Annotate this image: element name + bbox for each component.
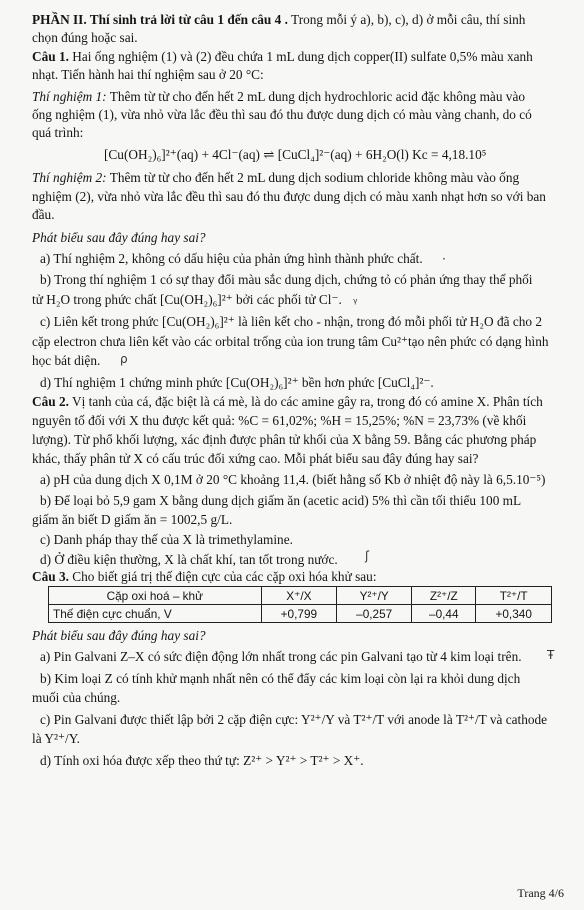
question-1-line-2: nhạt. Tiến hành hai thí nghiệm sau ở 20 °C: xyxy=(32,67,264,82)
pen-mark-icon: ᵧ xyxy=(353,292,358,306)
question-2-label: Câu 2. xyxy=(32,394,69,409)
question-2-text: Vị tanh của cá, đặc biệt là cá mè, là do các amine gây ra, trong đó có amine X. Phân tích xyxy=(68,394,543,409)
experiment-1 xyxy=(32,88,525,105)
question-1-statement-b: b) Trong thí nghiệm 1 có sự thay đổi màu sắc dung dịch, chứng tỏ có phản ứng thay thế phối xyxy=(40,272,533,287)
question-2-line-3: lượng). Từ phổ khối lượng, xác định được phân tử khối của X bằng 59. Bằng các phương pháp xyxy=(32,432,537,447)
table-cell: +0,799 xyxy=(261,605,337,623)
table-cell: +0,340 xyxy=(476,605,552,623)
experiment-1-line-3: quá trình: xyxy=(32,125,84,140)
question-2-line-2: nguyên tố đối với X thu được kết quả: %C = 61,02%; %H = 15,25%; %N = 23,73% (về khối xyxy=(32,413,527,428)
table-header-cell: Z²⁺/Z xyxy=(412,587,476,605)
table-header-cell: X⁺/X xyxy=(261,587,337,605)
pen-mark-icon: ρ xyxy=(120,352,128,366)
question-2-statement-c: c) Danh pháp thay thế của X là trimethylamine. xyxy=(40,532,293,547)
question-3-statement-b: b) Kim loại Z có tính khử mạnh nhất nên có thể đẩy các kim loại còn lại ra khỏi dung dịch xyxy=(40,671,521,686)
experiment-1-label: Thí nghiệm 1: xyxy=(32,89,107,104)
question-1-statement-c-line-2: cặp electron chưa liên kết vào các orbital trống của ion trung tâm Cu²⁺tạo nên phức có dạng hình xyxy=(32,334,549,349)
question-1-statement-a: a) Thí nghiệm 2, không có dấu hiệu của phản ứng hình thành phức chất. xyxy=(40,251,423,266)
table-row xyxy=(49,605,552,623)
question-2-statement-a: a) pH của dung dịch X 0,1M ở 20 °C khoảng 11,4. (biết hằng số Kb ở nhiệt độ này là 6,5.10⁻⁵) xyxy=(40,472,546,487)
pen-mark-icon: · xyxy=(442,252,446,266)
question-2-statement-d: d) Ở điều kiện thường, X là chất khí, tan tốt trong nước. xyxy=(40,552,338,567)
question-3-stem xyxy=(32,568,377,585)
experiment-2 xyxy=(32,169,519,186)
pen-mark-icon: ʃ xyxy=(365,549,370,563)
question-1-label: Câu 1. xyxy=(32,49,69,64)
table-header-row xyxy=(49,587,552,605)
pen-mark-icon: Ŧ xyxy=(547,648,555,662)
question-1-statement-c-line-3: học bát diện. xyxy=(32,353,101,368)
question-3-text: Cho biết giá trị thế điện cực của các cặp oxi hóa khử sau: xyxy=(68,569,377,584)
question-1-statement-d: d) Thí nghiệm 1 chứng minh phức [Cu(OH₂)₆]²⁺ bền hơn phức [CuCl₄]²⁻. xyxy=(40,375,434,390)
experiment-2-line-2: nghiệm (2), vừa nhỏ vừa lắc đều thì sau đó thu được dung dịch có màu xanh nhạt hơn so với ban xyxy=(32,189,546,204)
question-3-statement-b-line-2: muối của chúng. xyxy=(32,690,121,705)
table-header-cell: Cặp oxi hoá – khử xyxy=(49,587,262,605)
table-header-cell: Y²⁺/Y xyxy=(337,587,412,605)
question-1-prompt: Phát biểu sau đây đúng hay sai? xyxy=(32,230,206,245)
experiment-2-text: Thêm từ từ cho đến hết 2 mL dung dịch sodium chloride không màu vào ống xyxy=(106,170,520,185)
question-2-statement-b-line-2: giấm ăn biết D giấm ăn = 1002,5 g/L. xyxy=(32,512,233,527)
question-2-line-4: khác, thấy phân tử X có cấu trúc đối xứng cao. Mỗi phát biểu sau đây đúng hay sai? xyxy=(32,451,479,466)
section-instruction-line-2: chọn đúng hoặc sai. xyxy=(32,30,138,45)
equilibrium-equation: [Cu(OH₂)₆]²⁺(aq) + 4Cl⁻(aq) ⇌ [CuCl₄]²⁻(aq) + 6H₂O(l) Kc = 4,18.10⁵ xyxy=(104,147,487,162)
table-cell: –0,257 xyxy=(337,605,412,623)
section-instruction: Trong mỗi ý a), b), c), d) ở mỗi câu, thí sinh xyxy=(287,12,526,27)
experiment-2-label: Thí nghiệm 2: xyxy=(32,170,107,185)
question-3-statement-c-line-2: là Y²⁺/Y. xyxy=(32,731,80,746)
table-row-label: Thế điện cực chuẩn, V xyxy=(49,605,262,623)
question-3-prompt: Phát biểu sau đây đúng hay sai? xyxy=(32,628,206,643)
electrode-potential-table xyxy=(48,586,552,623)
section-heading xyxy=(32,11,525,28)
question-3-statement-a: a) Pin Galvani Z–X có sức điện động lớn nhất trong các pin Galvani tạo từ 4 kim loại trên. xyxy=(40,649,522,664)
experiment-1-text: Thêm từ từ cho đến hết 2 mL dung dịch hydrochloric acid đặc không màu vào xyxy=(106,89,525,104)
experiment-1-line-2: ống nghiệm (1), vừa nhỏ vừa lắc đều thì sau đó thu được dung dịch có màu vàng chanh, do có xyxy=(32,107,532,122)
table-header-cell: T²⁺/T xyxy=(476,587,552,605)
question-1-stem xyxy=(32,48,533,65)
table-cell: –0,44 xyxy=(412,605,476,623)
question-3-statement-c: c) Pin Galvani được thiết lập bởi 2 cặp điện cực: Y²⁺/Y và T²⁺/T với anode là T²⁺/T và cathode xyxy=(40,712,548,727)
question-3-label: Câu 3. xyxy=(32,569,69,584)
question-1-statement-c: c) Liên kết trong phức [Cu(OH₂)₆]²⁺ là liên kết cho - nhận, trong đó mỗi phối tử H₂O đã cho 2 xyxy=(40,314,543,329)
question-2-stem xyxy=(32,393,543,410)
question-3-statement-d: d) Tính oxi hóa được xếp theo thứ tự: Z²⁺ > Y²⁺ > T²⁺ > X⁺. xyxy=(40,753,364,768)
question-1-statement-b-line-2: tử H₂O trong phức chất [Cu(OH₂)₆]²⁺ bởi các phối tử Cl⁻. xyxy=(32,292,342,307)
section-title: PHẦN II. Thí sinh trả lời từ câu 1 đến câu 4 . xyxy=(32,12,288,27)
experiment-2-line-3: đầu. xyxy=(32,207,55,222)
question-2-statement-b: b) Để loại bỏ 5,9 gam X bằng dung dịch giấm ăn (acetic acid) 5% thì cần tối thiểu 100 mL xyxy=(40,493,522,508)
page-number: Trang 4/6 xyxy=(517,886,564,900)
question-1-text: Hai ống nghiệm (1) và (2) đều chứa 1 mL dung dịch copper(II) sulfate 0,5% màu xanh xyxy=(68,49,533,64)
